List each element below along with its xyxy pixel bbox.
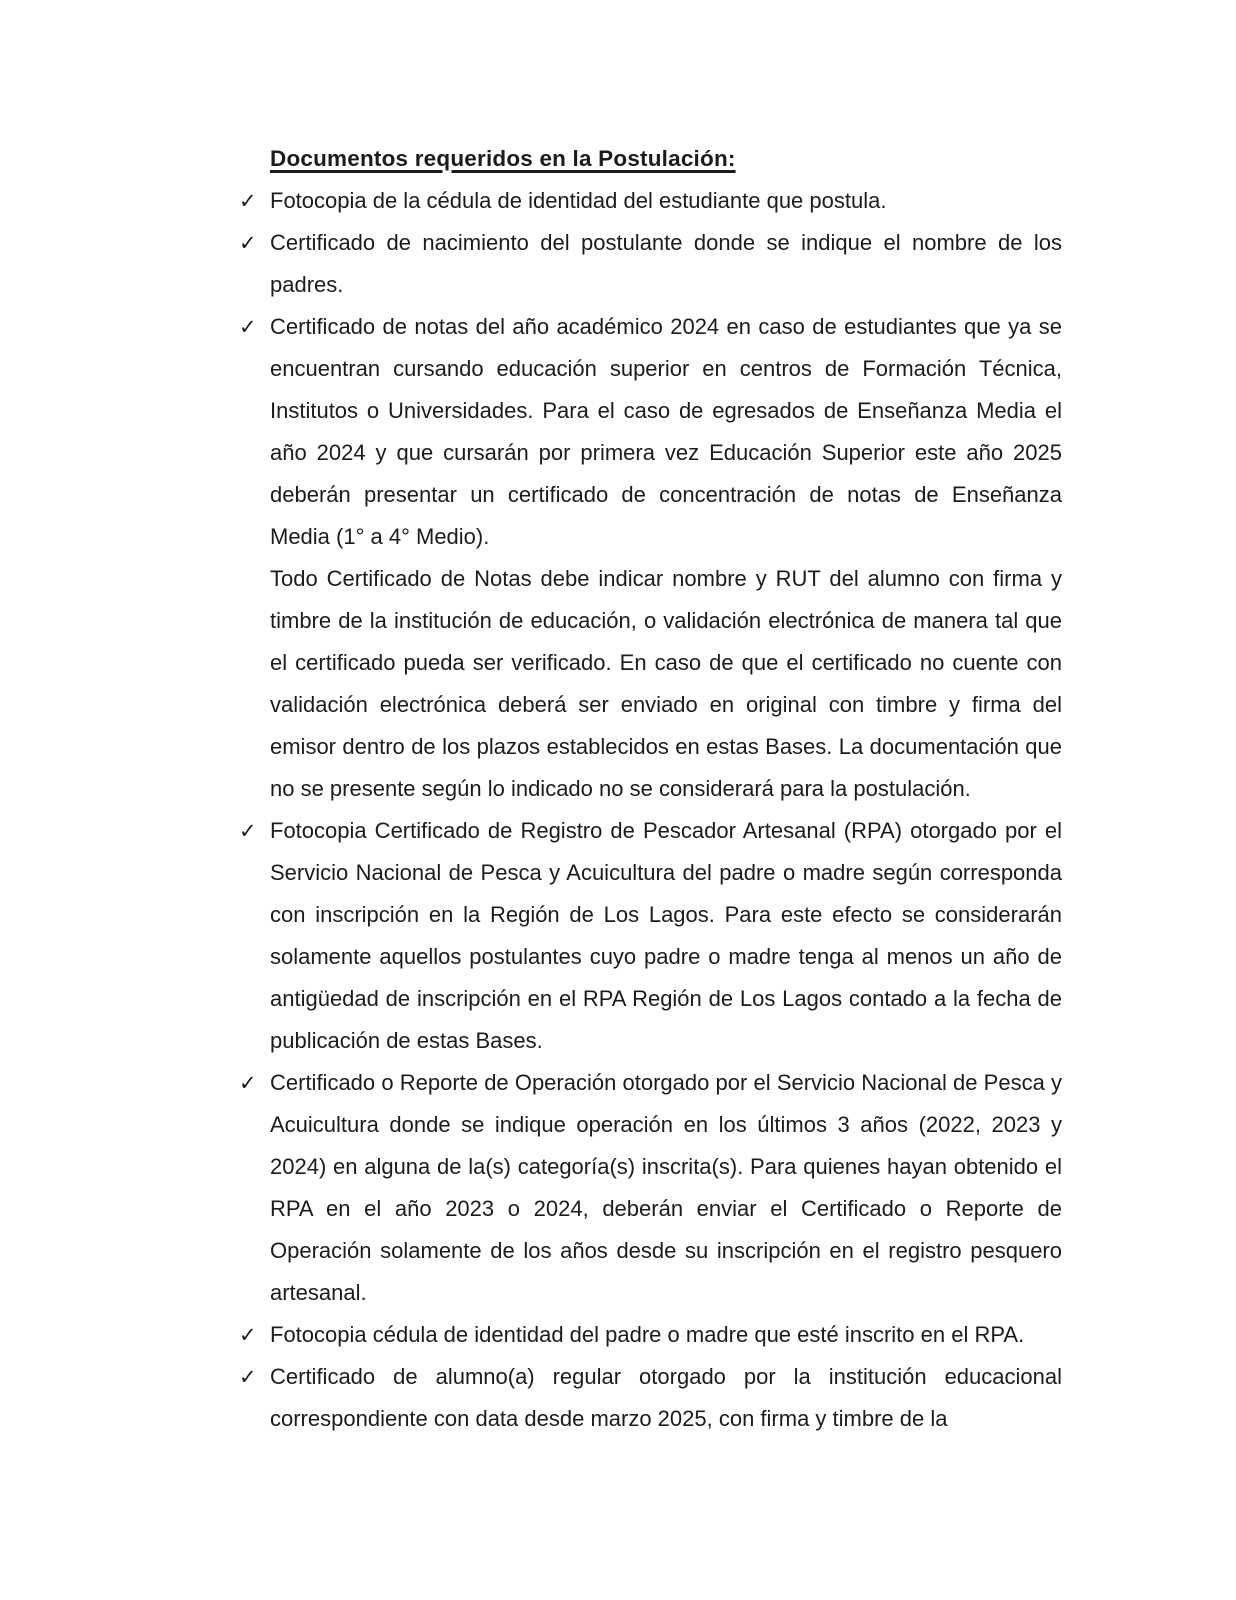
- checkmark-icon: ✓: [239, 1365, 257, 1389]
- checkmark-icon: ✓: [239, 819, 257, 843]
- checklist-item: [239, 222, 1062, 306]
- requirements-checklist: [239, 180, 1062, 1440]
- checkmark-icon: ✓: [239, 189, 257, 213]
- checklist-item-text: Certificado o Reporte de Operación otorgado por el Servicio Nacional de Pesca y Acuicultura donde se indique operación en los últimos 3 años (2022, 2023 y 2024) en alguna de la(s) categoría(s) inscrita(s). Para quienes hayan obtenido el RPA en el año 2023 o 2024, deberán enviar el Certificado o Reporte de Operación solamente de los años desde su inscripción en el registro pesquero artesanal.: [270, 1070, 1062, 1305]
- checkmark-icon: ✓: [239, 231, 257, 255]
- checkmark-icon: ✓: [239, 1323, 257, 1347]
- checklist-item-text: Certificado de nacimiento del postulante donde se indique el nombre de los padres.: [270, 230, 1062, 297]
- checklist-item: [239, 1062, 1062, 1314]
- document-title: Documentos requeridos en la Postulación:: [270, 146, 736, 171]
- checklist-item-text: Fotocopia Certificado de Registro de Pescador Artesanal (RPA) otorgado por el Servicio Nacional de Pesca y Acuicultura del padre o madre según corresponda con inscripción en la Región de Los Lagos. Para este efecto se considerarán solamente aquellos postulantes cuyo padre o madre tenga al menos un año de antigüedad de inscripción en el RPA Región de Los Lagos contado a la fecha de publicación de estas Bases.: [270, 818, 1062, 1053]
- checklist-item-text: Fotocopia de la cédula de identidad del estudiante que postula.: [270, 188, 887, 213]
- checklist-item-text: Certificado de notas del año académico 2024 en caso de estudiantes que ya se encuentran cursando educación superior en centros de Formación Técnica, Institutos o Universidades. Para el caso de egresados de Enseñanza Media el año 2024 y que cursarán por primera vez Educación Superior este año 2025 deberán presentar un certificado de concentración de notas de Enseñanza Media (1° a 4° Medio).: [270, 314, 1062, 549]
- checklist-item: [239, 1314, 1062, 1356]
- checklist-item: [239, 180, 1062, 222]
- checklist-item-text: Fotocopia cédula de identidad del padre o madre que esté inscrito en el RPA.: [270, 1322, 1025, 1347]
- checklist-item: [239, 306, 1062, 558]
- checkmark-icon: ✓: [239, 315, 257, 339]
- document-content: [239, 138, 1062, 1440]
- checklist-item: [239, 810, 1062, 1062]
- checklist-item-text: Certificado de alumno(a) regular otorgado por la institución educacional correspondiente con data desde marzo 2025, con firma y timbre de la: [270, 1364, 1062, 1431]
- checkmark-icon: ✓: [239, 1071, 257, 1095]
- checklist-item: [239, 1356, 1062, 1440]
- checklist-item-text: Todo Certificado de Notas debe indicar nombre y RUT del alumno con firma y timbre de la institución de educación, o validación electrónica de manera tal que el certificado pueda ser verificado. En caso de que el certificado no cuente con validación electrónica deberá ser enviado en original con timbre y firma del emisor dentro de los plazos establecidos en estas Bases. La documentación que no se presente según lo indicado no se considerará para la postulación.: [270, 566, 1062, 801]
- note-paragraph: [270, 558, 1062, 810]
